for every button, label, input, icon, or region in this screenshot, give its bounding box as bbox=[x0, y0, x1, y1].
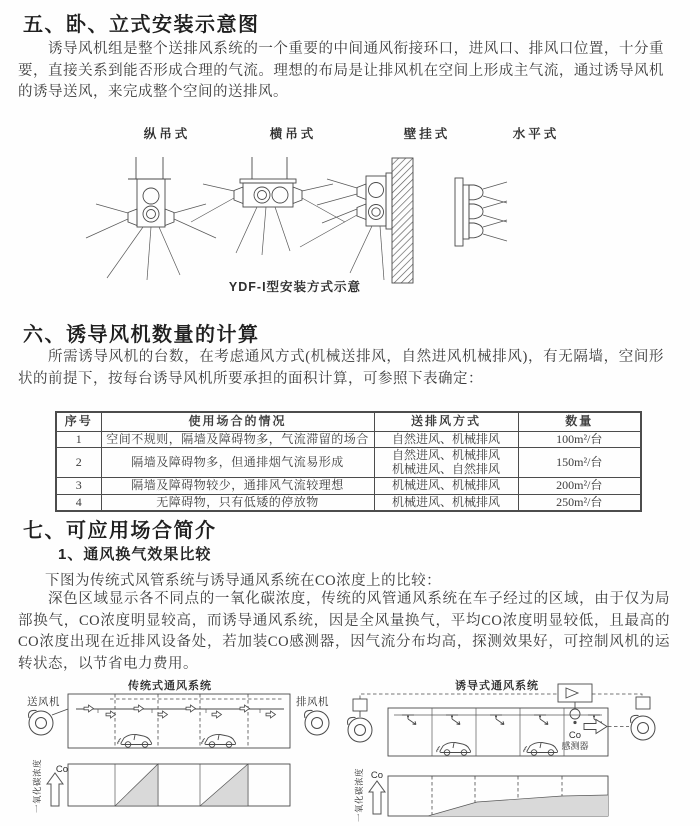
traditional-co-chart bbox=[68, 764, 290, 806]
car-icon bbox=[437, 742, 471, 755]
row-qty: 150m²/台 bbox=[518, 448, 641, 478]
table-row bbox=[56, 478, 641, 495]
install-label-vertical-hung: 纵吊式 bbox=[143, 127, 191, 141]
co-axis-label: 一氧化碳浓度 bbox=[354, 767, 364, 823]
col-header-no: 序号 bbox=[56, 412, 101, 431]
row-case: 空间不规则，隔墙及障碍物多，气流滞留的场合 bbox=[101, 431, 374, 448]
table-header-row bbox=[56, 412, 641, 431]
co-axis-gas-label: Co bbox=[370, 770, 384, 781]
install-label-wall-mounted: 壁挂式 bbox=[403, 127, 451, 141]
exhaust-flow-arrow-icon bbox=[584, 720, 607, 734]
section7-subtitle: 1、通风换气效果比较 bbox=[58, 546, 212, 563]
table-row bbox=[56, 448, 641, 478]
spray-lines bbox=[483, 182, 507, 241]
row-case: 无障碍物，只有低矮的停放物 bbox=[101, 494, 374, 511]
section6-paragraph: 所需诱导风机的台数，在考虑通风方式(机械送排风，自然进风机械排风)，有无隔墙，空间形状的前提下，按每台诱导风机所要承担的面积计算，可参照下表确定： bbox=[18, 349, 664, 387]
induction-nozzle-icon bbox=[446, 715, 460, 725]
row-no: 2 bbox=[56, 448, 101, 478]
unit-horizontal-drawing bbox=[455, 178, 507, 246]
row-no: 3 bbox=[56, 478, 101, 495]
spray-lines bbox=[191, 184, 345, 255]
sensor-gas-label: Co bbox=[568, 730, 582, 741]
row-no: 4 bbox=[56, 494, 101, 511]
co-axis-label: 一氧化碳浓度 bbox=[32, 758, 42, 814]
row-mode bbox=[374, 448, 518, 478]
induction-exhaust-fan-icon bbox=[631, 715, 656, 740]
traditional-tunnel bbox=[68, 694, 290, 748]
wall-hatch bbox=[392, 158, 413, 283]
install-diagram-caption: YDF-I型安装方式示意 bbox=[228, 280, 362, 294]
unit-wall-mounted-drawing bbox=[300, 158, 413, 283]
induction-nozzle-icon bbox=[402, 715, 416, 725]
unit-horizontal-hung-drawing bbox=[191, 157, 345, 255]
install-label-horizontal-hung: 横吊式 bbox=[269, 127, 317, 141]
controller-triangle-icon bbox=[566, 688, 578, 698]
up-arrow-icon bbox=[47, 773, 63, 806]
duct-outlet-arrows bbox=[84, 705, 276, 718]
car-icon bbox=[118, 734, 152, 747]
row-mode: 机械进风、机械排风 bbox=[374, 478, 518, 495]
induction-co-chart bbox=[388, 776, 608, 816]
exhaust-fan-label: 排风机 bbox=[296, 696, 329, 708]
ventilation-comparison-diagram bbox=[0, 678, 700, 826]
car-icon bbox=[524, 742, 558, 755]
row-no: 1 bbox=[56, 431, 101, 448]
section5-paragraph: 诱导风机组是整个送排风系统的一个重要的中间通风衔接环口，进风口、排风口位置，十分重要，直接关系到能否形成合理的气流。理想的布局是让排风机在空间上形成主气流，通过诱导风机的诱导送风，来完成整个空间的送排风。 bbox=[18, 41, 664, 100]
row-case: 隔墙及障碍物较少，通排风气流较理想 bbox=[101, 478, 374, 495]
unit-vertical-hung-drawing bbox=[86, 157, 216, 280]
spray-lines bbox=[86, 204, 216, 280]
induction-nozzle-icon bbox=[490, 715, 504, 725]
car-icon bbox=[202, 734, 236, 747]
col-header-qty: 数量 bbox=[518, 412, 641, 431]
section7-title: 七、可应用场合简介 bbox=[23, 520, 217, 542]
col-header-mode: 送排风方式 bbox=[374, 412, 518, 431]
table-row bbox=[56, 494, 641, 511]
co-peak-area bbox=[200, 764, 248, 806]
row-case: 隔墙及障碍物多，但通排烟气流易形成 bbox=[101, 448, 374, 478]
induction-supply-fan-icon bbox=[348, 717, 373, 742]
section6-title: 六、诱导风机数量的计算 bbox=[23, 324, 260, 346]
row-qty: 250m²/台 bbox=[518, 494, 641, 511]
table-row bbox=[56, 431, 641, 448]
traditional-system-title: 传统式通风系统 bbox=[128, 680, 212, 692]
induction-system-diagram bbox=[348, 678, 656, 822]
install-label-horizontal: 水平式 bbox=[512, 127, 560, 141]
traditional-system-diagram bbox=[27, 678, 329, 813]
up-arrow-icon bbox=[369, 781, 385, 814]
spray-lines bbox=[300, 179, 384, 280]
induction-nozzle-icon bbox=[534, 715, 548, 725]
co-gradual-area bbox=[388, 795, 608, 816]
row-qty: 200m²/台 bbox=[518, 478, 641, 495]
controller-box bbox=[558, 684, 592, 702]
fan-quantity-table bbox=[55, 411, 642, 512]
supply-fan-icon bbox=[29, 710, 54, 735]
supply-fan-label: 送风机 bbox=[27, 696, 60, 708]
sensor-label: 感测器 bbox=[561, 741, 589, 751]
row-mode: 机械进风、机械排风 bbox=[374, 494, 518, 511]
section5-title: 五、卧、立式安装示意图 bbox=[23, 14, 260, 36]
row-mode-line1: 自然进风、机械排风 bbox=[391, 448, 500, 462]
installation-diagram bbox=[0, 125, 700, 305]
row-mode-line2: 机械进风、自然排风 bbox=[391, 461, 500, 476]
row-qty: 100m²/台 bbox=[518, 431, 641, 448]
section7-intro-line: 下图为传统式风管系统与诱导通风系统在CO浓度上的比较： bbox=[45, 573, 442, 589]
co-peak-area bbox=[115, 764, 158, 806]
section7-paragraph: 深色区域显示各不同点的一氧化碳浓度，传统的风管通风系统在车子经过的区域，由于仅为局部换气，CO浓度明显较高，而诱导通风系统，因是全风量换气，平均CO浓度明显较低，且最高的CO浓度出现在近排风设备处，若加装CO感测器，因气流分布均高，探测效果好，可控制风机的运转状态，以节省电力费用。 bbox=[18, 591, 670, 672]
induction-system-title: 诱导式通风系统 bbox=[455, 680, 539, 692]
exhaust-fan-icon bbox=[305, 710, 330, 735]
row-mode: 自然进风、机械排风 bbox=[374, 431, 518, 448]
co-axis-gas-label: Co bbox=[55, 764, 69, 775]
col-header-case: 使用场合的情况 bbox=[101, 412, 374, 431]
